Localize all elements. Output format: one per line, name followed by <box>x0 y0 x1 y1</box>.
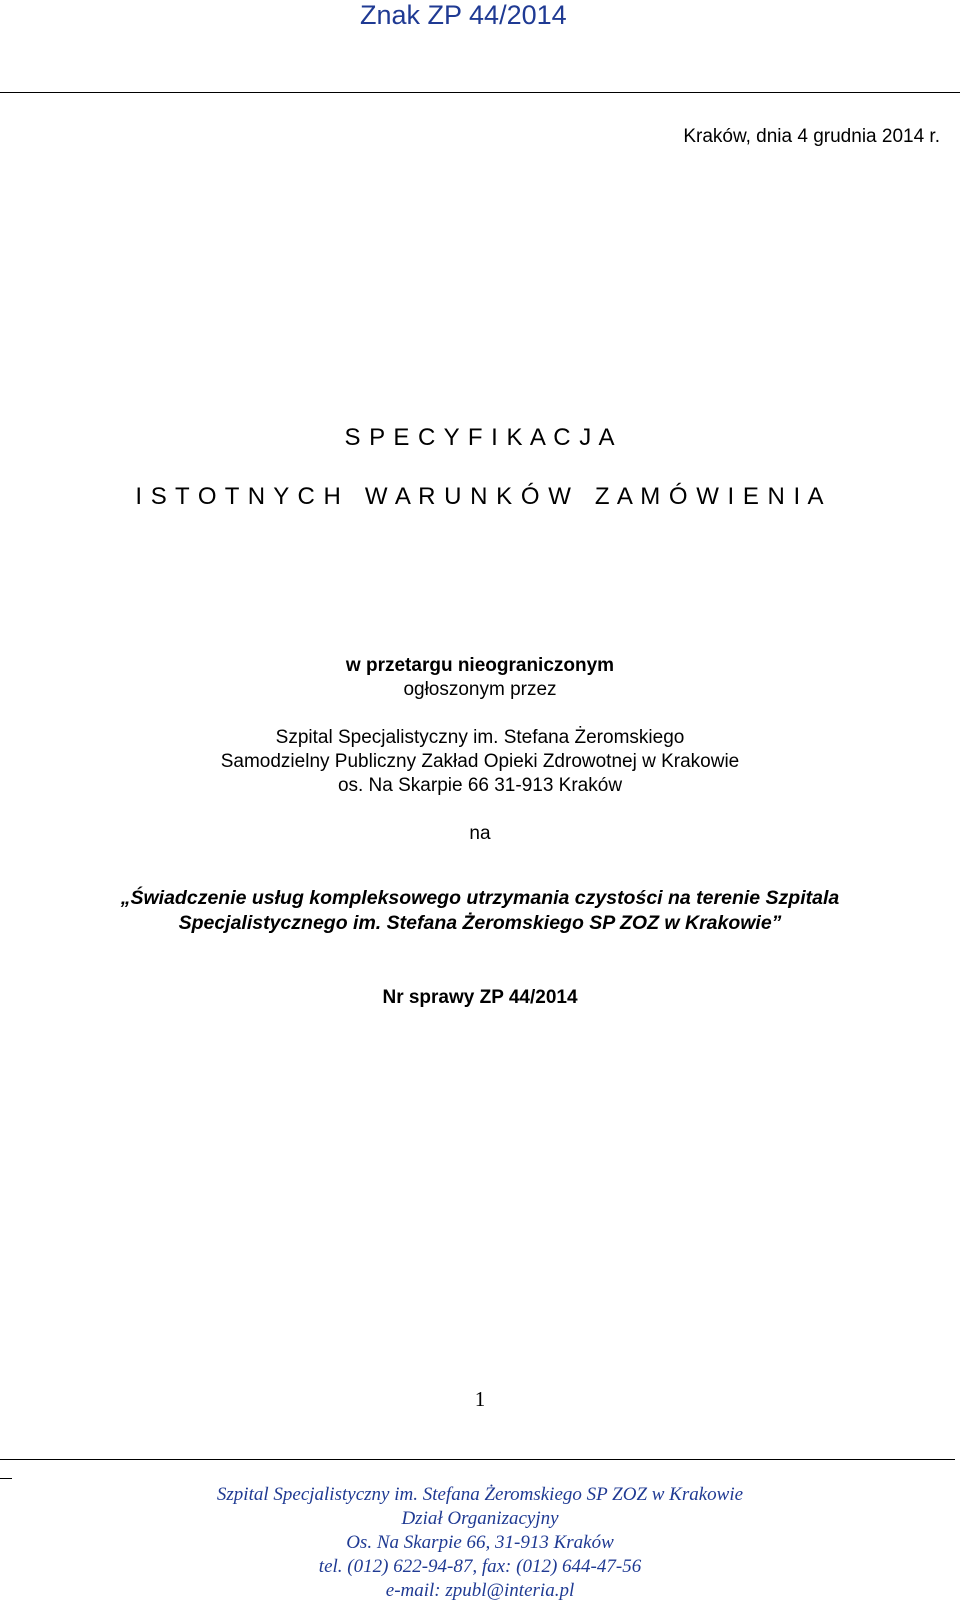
page-number: 1 <box>474 1387 486 1411</box>
announced-by: ogłoszonym przez <box>403 679 557 700</box>
header-divider <box>0 92 960 93</box>
footer-mark <box>0 1478 12 1479</box>
tender-mode: w przetargu nieograniczonym <box>345 655 615 676</box>
case-number: Nr sprawy ZP 44/2014 <box>382 987 578 1008</box>
footer <box>0 1483 960 1603</box>
tender-subject-line-1: „Świadczenie usług kompleksowego utrzymania czystości na terenie Szpitala <box>120 887 840 909</box>
document-date: Kraków, dnia 4 grudnia 2014 r. <box>683 126 940 147</box>
footer-divider <box>0 1459 955 1460</box>
organization-full-name: Samodzielny Publiczny Zakład Opieki Zdrowotnej w Krakowie <box>220 751 740 772</box>
footer-address: Os. Na Skarpie 66, 31-913 Kraków <box>346 1532 614 1553</box>
footer-phone-fax: tel. (012) 622-94-87, fax: (012) 644-47-56 <box>318 1556 642 1577</box>
reference-number: Znak ZP 44/2014 <box>360 0 567 30</box>
for-word: na <box>469 823 491 844</box>
footer-department: Dział Organizacyjny <box>401 1508 559 1529</box>
footer-organization: Szpital Specjalistyczny im. Stefana Żeromskiego SP ZOZ w Krakowie <box>216 1484 744 1505</box>
organization-address: os. Na Skarpie 66 31-913 Kraków <box>337 775 623 796</box>
document-title-line-2: I S T O T N Y C H W A R U N K Ó W Z A M Ó W I E N I A <box>135 483 825 510</box>
tender-subject <box>0 886 960 936</box>
document-title-line-1: S P E C Y F I K A C J A <box>344 424 616 451</box>
tender-subject-line-2: Specjalistycznego im. Stefana Żeromskiego SP ZOZ w Krakowie” <box>178 912 782 934</box>
organization-name: Szpital Specjalistyczny im. Stefana Żeromskiego <box>275 727 685 748</box>
footer-email: e-mail: zpubl@interia.pl <box>385 1580 575 1601</box>
